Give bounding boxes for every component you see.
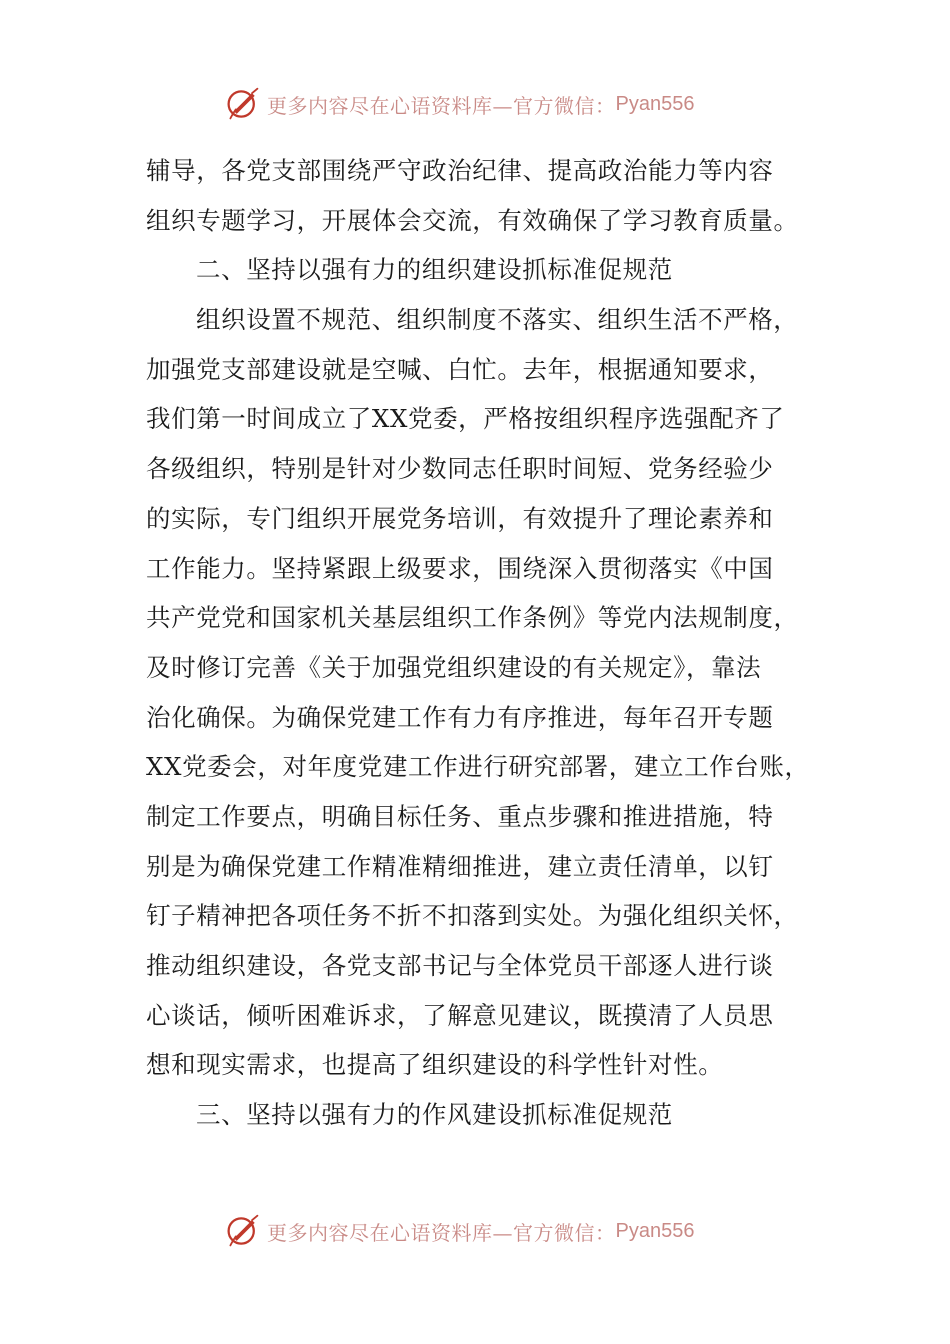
- text-line: 及时修订完善《关于加强党组织建设的有关规定》，靠法: [146, 652, 762, 682]
- header-watermark: [225, 84, 745, 124]
- text-line: 辅导，各党支部围绕严守政治纪律、提高政治能力等内容: [146, 156, 774, 185]
- text-line: 制定工作要点，明确目标任务、重点步骤和推进措施，特: [146, 801, 774, 831]
- quill-logo-icon: [225, 1213, 261, 1249]
- text-line: 工作能力。坚持紧跟上级要求，围绕深入贯彻落实《中国: [146, 553, 774, 583]
- quill-logo-icon: [225, 86, 261, 122]
- document-body: [146, 146, 816, 1140]
- watermark-wechat-id: Pyan556: [615, 1219, 695, 1242]
- text-line: 钉子精神把各项任务不折不扣落到实处。为强化组织关怀，: [146, 901, 799, 931]
- text-line: 的实际，专门组织开展党务培训，有效提升了理论素养和: [146, 503, 774, 533]
- text-line: XX党委会，对年度党建工作进行研究部署，建立工作台账，: [146, 752, 810, 782]
- paragraph-start-line: 组织设置不规范、组织制度不落实、组织生活不严格，: [196, 305, 799, 335]
- watermark-text: 更多内容尽在心语资料库—官方微信：: [267, 1220, 616, 1245]
- text-line: 共产党党和国家机关基层组织工作条例》等党内法规制度，: [146, 603, 799, 633]
- paragraph-start-line: 三、坚持以强有力的作风建设抓标准促规范: [196, 1100, 673, 1130]
- text-line: 加强党支部建设就是空喊、白忙。去年，根据通知要求，: [146, 354, 774, 384]
- paragraph-start-line: 二、坚持以强有力的组织建设抓标准促规范: [196, 255, 673, 285]
- text-line: 推动组织建设，各党支部书记与全体党员干部逐人进行谈: [146, 951, 774, 980]
- footer-watermark: [225, 1211, 745, 1251]
- text-line: 组织专题学习，开展体会交流，有效确保了学习教育质量。: [146, 205, 799, 235]
- text-line: 想和现实需求，也提高了组织建设的科学性针对性。: [146, 1050, 724, 1080]
- text-line: 各级组织，特别是针对少数同志任职时间短、党务经验少: [146, 454, 774, 484]
- watermark-text: 更多内容尽在心语资料库—官方微信：: [267, 93, 616, 118]
- watermark-wechat-id: Pyan556: [615, 92, 695, 115]
- text-line: 我们第一时间成立了XX党委，严格按组织程序选强配齐了: [146, 404, 785, 434]
- text-line: 别是为确保党建工作精准精细推进，建立责任清单，以钉: [146, 851, 774, 881]
- text-line: 心谈话，倾听困难诉求，了解意见建议，既摸清了人员思: [146, 1000, 774, 1030]
- text-line: 治化确保。为确保党建工作有力有序推进，每年召开专题: [146, 702, 774, 732]
